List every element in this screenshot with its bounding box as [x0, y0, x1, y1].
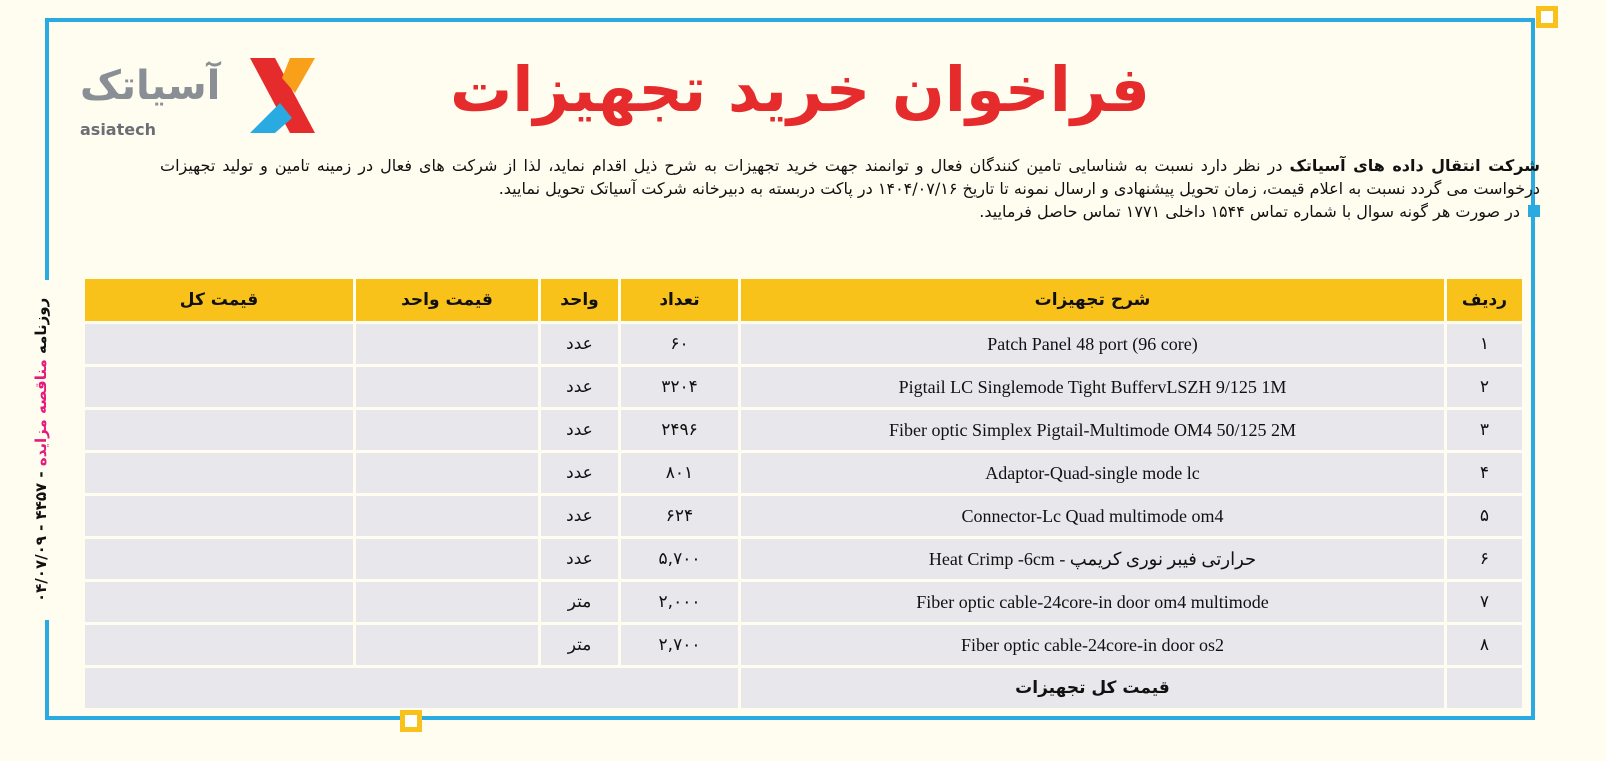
- total-price-cell: [84, 495, 355, 538]
- row-number: ۳: [1446, 409, 1524, 452]
- unit-price-cell: [355, 538, 540, 581]
- item-description: Fiber optic cable-24core-in door om4 multimode: [740, 581, 1446, 624]
- table-row: [84, 452, 1524, 495]
- item-description: Patch Panel 48 port (96 core): [740, 323, 1446, 366]
- credit-prefix: روزنامه: [32, 297, 50, 355]
- item-quantity: ۲,۷۰۰: [620, 624, 740, 667]
- total-label: قیمت کل تجهیزات: [740, 667, 1446, 710]
- item-quantity: ۲,۰۰۰: [620, 581, 740, 624]
- row-number: ۴: [1446, 452, 1524, 495]
- unit-price-cell: [355, 323, 540, 366]
- item-unit: متر: [540, 624, 620, 667]
- item-unit: عدد: [540, 538, 620, 581]
- company-name: شرکت انتقال داده های آسیاتک: [1289, 156, 1540, 175]
- item-description: Fiber optic cable-24core-in door os2: [740, 624, 1446, 667]
- header-row-no: ردیف: [1446, 278, 1524, 323]
- page-title: فراخوان خرید تجهیزات: [450, 53, 1150, 126]
- item-quantity: ۸۰۱: [620, 452, 740, 495]
- row-number: ۷: [1446, 581, 1524, 624]
- logo-text-en: asiatech: [80, 120, 156, 139]
- corner-decoration: [1536, 6, 1558, 28]
- logo-x-icon: [240, 48, 320, 143]
- intro-block: [160, 154, 1540, 223]
- total-empty: [1446, 667, 1524, 710]
- total-price-cell: [84, 538, 355, 581]
- item-unit: متر: [540, 581, 620, 624]
- item-description: حرارتی فیبر نوری کریمپ - Heat Crimp -6cm: [740, 538, 1446, 581]
- item-quantity: ۵,۷۰۰: [620, 538, 740, 581]
- row-number: ۲: [1446, 366, 1524, 409]
- total-value-cell: [84, 667, 740, 710]
- total-row: [84, 667, 1524, 710]
- intro-paragraph: [160, 154, 1540, 200]
- item-unit: عدد: [540, 323, 620, 366]
- item-description: Pigtail LC Singlemode Tight BuffervLSZH 9/125 1M: [740, 366, 1446, 409]
- table-row: [84, 538, 1524, 581]
- item-unit: عدد: [540, 409, 620, 452]
- unit-price-cell: [355, 624, 540, 667]
- total-price-cell: [84, 323, 355, 366]
- item-quantity: ۳۲۰۴: [620, 366, 740, 409]
- unit-price-cell: [355, 366, 540, 409]
- total-price-cell: [84, 366, 355, 409]
- credit-paper: مناقصه مزایده: [32, 359, 50, 467]
- item-description: Fiber optic Simplex Pigtail-Multimode OM4 50/125 2M: [740, 409, 1446, 452]
- logo-text-fa: آسیاتک: [80, 63, 221, 109]
- row-number: ۸: [1446, 624, 1524, 667]
- table-row: [84, 581, 1524, 624]
- row-number: ۶: [1446, 538, 1524, 581]
- header-unit-price: قیمت واحد: [355, 278, 540, 323]
- item-quantity: ۶۰: [620, 323, 740, 366]
- intro-text: در نظر دارد نسبت به شناسایی تامین کنندگان فعال و توانمند جهت خرید تجهیزات به شرح ذیل اقدام نماید، لذا از شرکت های فعال در زمینه تامین و تولید تجهیزات درخواست می گردد نسبت به اعلام قیمت، زمان تحویل پیشنهادی و ارسال نمونه تا تاریخ ۱۴۰۴/۰۷/۱۶ در پاکت دربسته به دبیرخانه شرکت آسیاتک تحویل نمایید.: [160, 156, 1540, 198]
- total-price-cell: [84, 452, 355, 495]
- row-number: ۵: [1446, 495, 1524, 538]
- item-description: Connector-Lc Quad multimode om4: [740, 495, 1446, 538]
- equipment-table: [82, 276, 1525, 711]
- header-unit: واحد: [540, 278, 620, 323]
- table-row: [84, 495, 1524, 538]
- header-desc: شرح تجهیزات: [740, 278, 1446, 323]
- table-row: [84, 323, 1524, 366]
- bullet-icon: [1528, 205, 1540, 217]
- contact-text: در صورت هر گونه سوال با شماره تماس ۱۵۴۴ داخلی ۱۷۷۱ تماس حاصل فرمایید.: [979, 202, 1520, 221]
- table-header: [84, 278, 1524, 323]
- credit-issue: - ۴۴۵۷ - ۰۴/۰۷/۰۹: [32, 471, 50, 603]
- item-unit: عدد: [540, 366, 620, 409]
- table-row: [84, 366, 1524, 409]
- item-unit: عدد: [540, 495, 620, 538]
- newspaper-credit: [28, 280, 54, 620]
- item-quantity: ۶۲۴: [620, 495, 740, 538]
- asiatech-logo: [80, 48, 330, 148]
- contact-note: [160, 200, 1540, 223]
- total-price-cell: [84, 409, 355, 452]
- item-unit: عدد: [540, 452, 620, 495]
- total-price-cell: [84, 581, 355, 624]
- unit-price-cell: [355, 452, 540, 495]
- header-qty: تعداد: [620, 278, 740, 323]
- table-row: [84, 624, 1524, 667]
- table-row: [84, 409, 1524, 452]
- unit-price-cell: [355, 581, 540, 624]
- header-total-price: قیمت کل: [84, 278, 355, 323]
- item-quantity: ۲۴۹۶: [620, 409, 740, 452]
- total-price-cell: [84, 624, 355, 667]
- row-number: ۱: [1446, 323, 1524, 366]
- unit-price-cell: [355, 495, 540, 538]
- unit-price-cell: [355, 409, 540, 452]
- corner-decoration: [400, 710, 422, 732]
- item-description: Adaptor-Quad-single mode lc: [740, 452, 1446, 495]
